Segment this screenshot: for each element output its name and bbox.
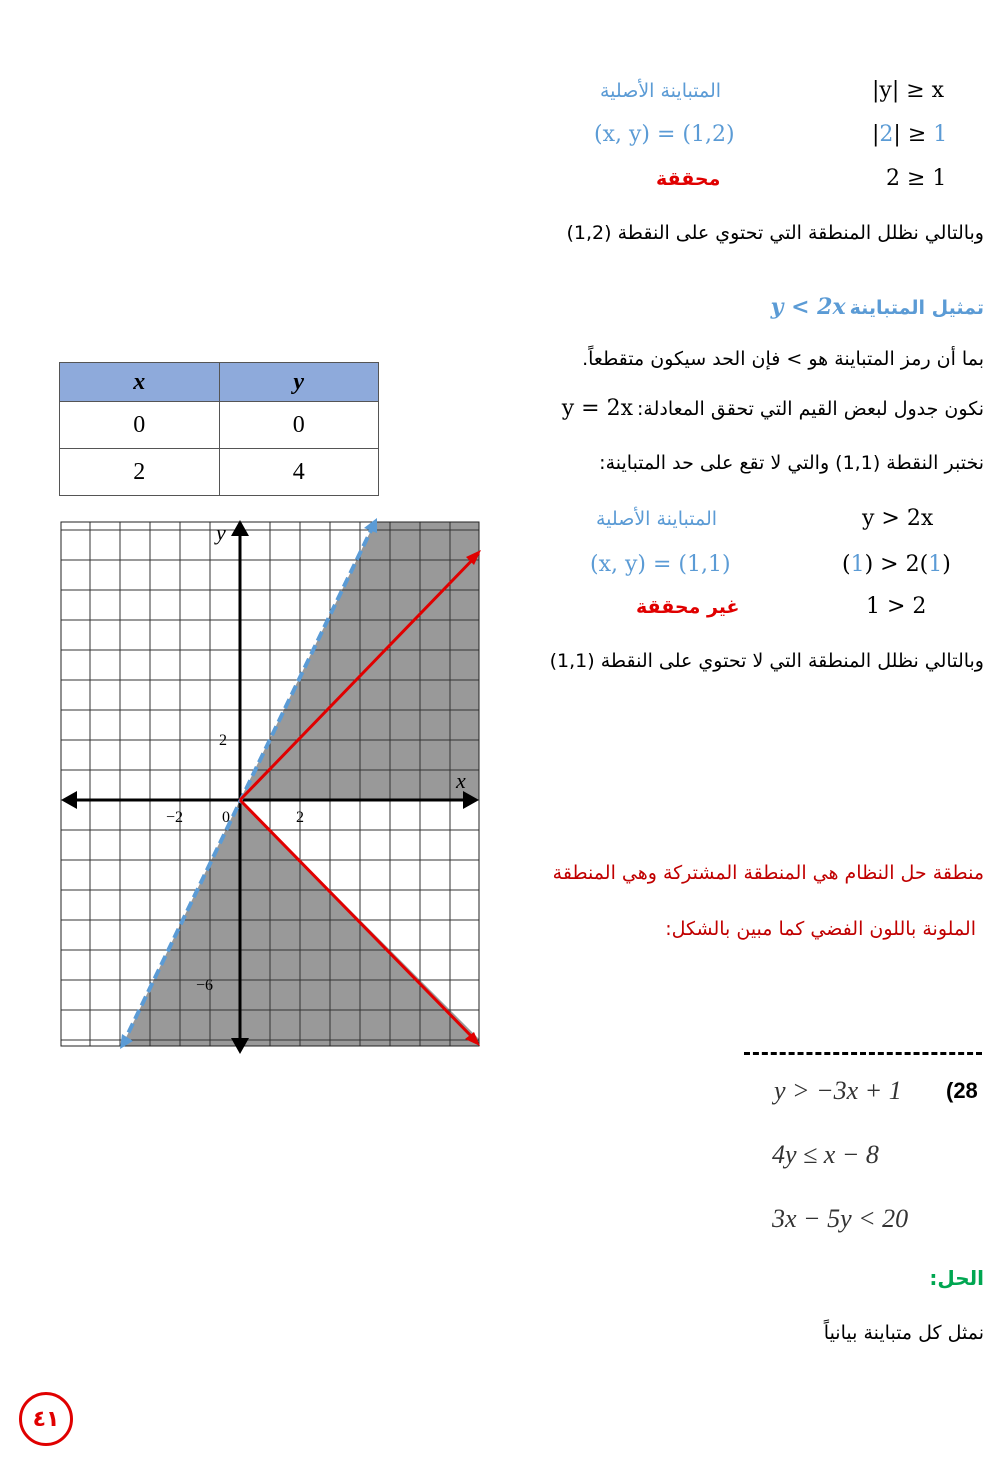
verdict-false: غير محققة [636,596,740,618]
solution-first-step: نمثل كل متباينة بيانياً [823,1322,984,1344]
tick-label-y2: 2 [219,732,227,749]
solution-label: الحل: [929,1266,984,1290]
tick-label-pos2: 2 [296,809,304,826]
problem-inequality-2: 4y ≤ x − 8 [772,1140,879,1169]
result-2: 1 > 2 [866,594,927,619]
section-divider [744,1052,982,1055]
original-inequality-label-1: المتباينة الأصلية [600,80,722,102]
section-title: تمثيل المتباينة y < 2x [770,294,984,320]
problem-inequality-3: 3x − 5y < 20 [772,1204,909,1233]
problem-number: (28 [946,1078,978,1103]
table-header-x: x [60,363,220,402]
tick-label-neg2: −2 [166,809,184,826]
test-point-1: (x, y) = (1,2) [594,122,735,147]
original-inequality-label-2: المتباينة الأصلية [596,508,718,530]
boundary-note: بما أن رمز المتباينة هو > فإن الحد سيكون متقطعاً. [582,348,984,370]
x-axis-arrow-left [61,791,77,809]
x-axis-label: x [456,768,466,793]
conclusion-1: وبالتالي نظلل المنطقة التي تحتوي على النقطة (1,2) [566,222,984,244]
solution-explanation-line2: الملونة باللون الفضي كما مبين بالشكل: [665,918,976,940]
page-number: ٤١ [19,1392,73,1446]
result-1: 2 ≥ 1 [886,166,947,191]
original-inequality-1: |y| ≥ x [872,78,945,103]
verdict-true: محققة [656,168,721,190]
test-point-note: نختبر النقطة (1,1) والتي لا تقع على حد المتباينة: [599,452,984,474]
tick-label-origin: 0 [222,809,230,826]
table-header-y: y [219,363,379,402]
table-cell: 0 [60,402,220,449]
table-cell: 0 [219,402,379,449]
substitution-1: |2| ≥ 1 [872,122,948,147]
y-axis-label: y [216,520,226,545]
table-intro: نكون جدول لبعض القيم التي تحقق المعادلة: y = 2x [561,396,984,421]
solution-explanation-line1: منطقة حل النظام هي المنطقة المشتركة وهي المنطقة [552,862,984,884]
substitution-2: (1) > 2(1) [842,552,951,577]
original-inequality-2: y > 2x [862,506,934,531]
tick-label-yneg6: −6 [196,977,214,994]
table-cell: 2 [60,449,220,496]
conclusion-2: وبالتالي نظلل المنطقة التي لا تحتوي على النقطة (1,1) [549,650,984,672]
test-point-2: (x, y) = (1,1) [590,552,731,577]
problem-inequality-1: y > −3x + 1 [774,1076,902,1105]
table-cell: 4 [219,449,379,496]
